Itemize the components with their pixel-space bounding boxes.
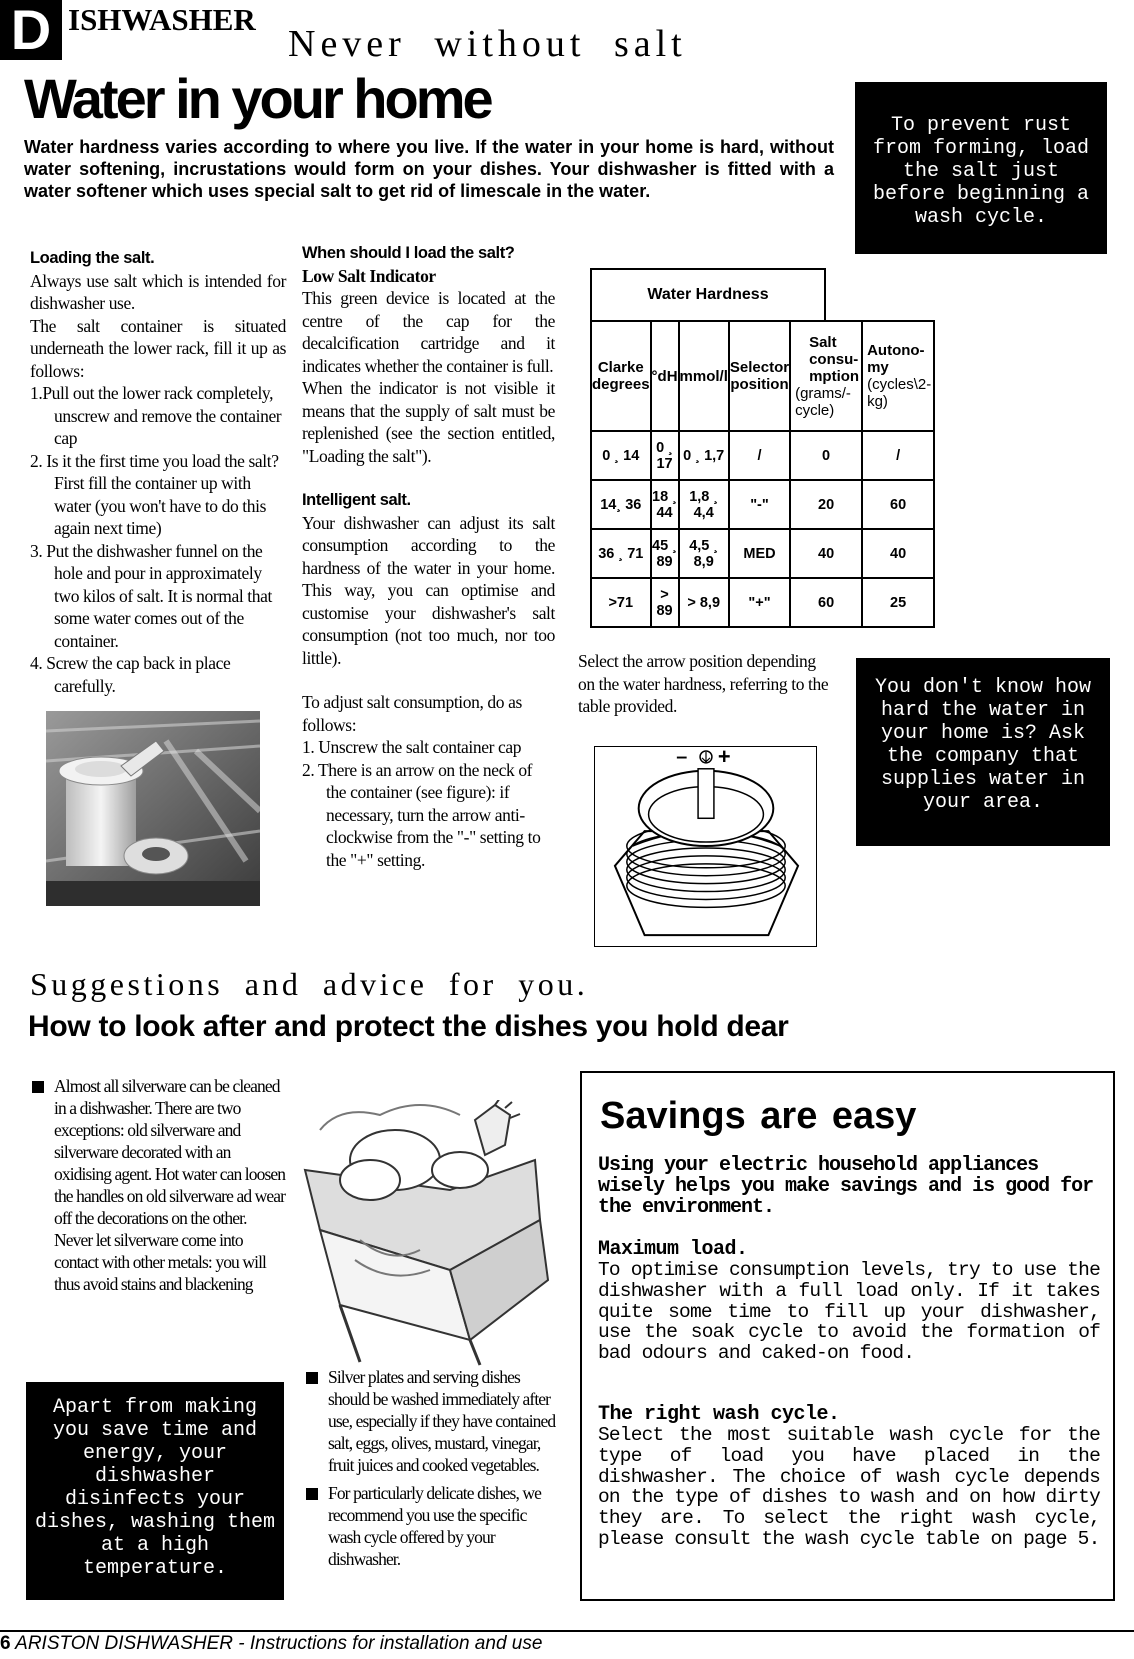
intelligent-salt-p2: To adjust salt consumption, do as follows: <box>302 692 522 735</box>
table-cell: 60 <box>790 578 862 627</box>
right-wash-cycle-heading: The right wash cycle. <box>598 1403 840 1426</box>
callout-prevent-rust: To prevent rust from forming, load the salt just before beginning a wash cycle. <box>855 82 1107 254</box>
savings-lead: Using your electric household appliances wisely helps you make savings and is good for the environment. <box>598 1154 1094 1219</box>
salt-cap-figure <box>594 746 817 947</box>
table-row <box>591 578 934 627</box>
header-label: °dH <box>651 367 678 385</box>
section-title-2: How to look after and protect the dishes you hold dear <box>28 1010 789 1043</box>
table-cell: "+" <box>729 578 790 627</box>
low-salt-p1: This green device is located at the centre of the cap for the decalcification cartridge and it indicates whether the container is full. <box>302 288 555 376</box>
page-title: Water in your home <box>24 67 491 130</box>
logo-word: ISHWASHER <box>68 2 256 37</box>
callout-disinfects: Apart from making you save time and energy, your dishwasher disinfects your dishes, washing them at a high temperature. <box>26 1382 284 1600</box>
table-cell: 0 ¸ 17 <box>651 431 679 480</box>
table-cell: / <box>862 431 934 480</box>
table-cell: > 8,9 <box>679 578 729 627</box>
header-cell <box>729 321 790 431</box>
table-cell: 20 <box>790 480 862 529</box>
table-cell: 18 ¸ 44 <box>651 480 679 529</box>
table-cell: 36 ¸ 71 <box>591 529 651 578</box>
section-kicker: Never without salt <box>288 23 687 65</box>
table-cell: / <box>729 431 790 480</box>
selector-caption: Select the arrow position depending on the water hardness, referring to the table provided. <box>578 651 829 716</box>
list-item: 3. Put the dishwasher funnel on the hole and pour in approximately two kilos of salt. It is normal that some water comes out of the container. <box>30 540 272 651</box>
table-cell: 1,8 ¸ 4,4 <box>679 480 729 529</box>
table-cell: 25 <box>862 578 934 627</box>
header-cell <box>651 321 679 431</box>
header-cell <box>591 321 651 431</box>
header-label: Selector position <box>729 359 790 393</box>
list-item: 1.Pull out the lower rack completely, unscrew and remove the container cap <box>30 383 282 448</box>
header-label: Salt consu-mption <box>809 333 860 385</box>
intro-paragraph: Water hardness varies according to where you live. If the water in your home is hard, without water softening, incrustations would form on your dishes. Your dishwasher is fitted with a water softener which uses special salt to get rid of limescale in the water. <box>24 137 834 201</box>
table-header-row <box>591 321 934 431</box>
table-cell: > 89 <box>651 578 679 627</box>
loading-salt-steps <box>30 382 286 697</box>
header-sub: (cycles\2-kg) <box>867 376 932 410</box>
salt-container-photo <box>46 711 260 906</box>
plus-sign: + <box>717 746 731 769</box>
header-label: mmol/l <box>679 367 728 385</box>
loading-salt-p1: Always use salt which is intended for dishwasher use. <box>30 270 286 313</box>
list-item: Silver plates and serving dishes should be washed immediately after use, especially if they have contained salt, eggs, olives, mustard, vinegar, fruit juices and cooked vegetables. <box>302 1366 556 1476</box>
table-cell: 0 ¸ 1,7 <box>679 431 729 480</box>
loading-salt-column <box>30 247 286 697</box>
silverware-advice <box>28 1075 288 1295</box>
section-kicker-2: Suggestions and advice for you. <box>30 966 589 1002</box>
table-cell: >71 <box>591 578 651 627</box>
table-row <box>591 529 934 578</box>
footer-divider <box>0 1630 1134 1632</box>
logo-letter-box: D <box>0 0 62 60</box>
table-cell: MED <box>729 529 790 578</box>
table-row <box>591 431 934 480</box>
list-item: 2. Is it the first time you load the salt? First fill the container up with water (you won't have to do this again next time) <box>30 450 279 538</box>
table-cell: 4,5 ¸ 8,9 <box>679 529 729 578</box>
right-wash-cycle-text: Select the most suitable wash cycle for the type of load you have placed in the dishwasher. The choice of wash cycle depends on the type of dishes to wash and on how dirty they are. To select the right wash cycle, please consult the wash cycle table on page 5. <box>598 1424 1100 1550</box>
list-item: For particularly delicate dishes, we recommend you use the specific wash cycle offered by your dishwasher. <box>302 1482 556 1570</box>
header-cell <box>790 321 862 431</box>
silverware-p2: Never let silverware come into contact with other metals: you will thus avoid stains and blackening <box>54 1230 266 1294</box>
savings-title: Savings are easy <box>600 1095 917 1137</box>
when-load-column <box>302 242 555 871</box>
water-hardness-table <box>590 320 935 628</box>
table-cell: 60 <box>862 480 934 529</box>
header-cell <box>679 321 729 431</box>
table-cell: 40 <box>790 529 862 578</box>
table-cell: 14¸ 36 <box>591 480 651 529</box>
footer <box>0 1633 542 1655</box>
table-cell: 45 ¸ 89 <box>651 529 679 578</box>
maximum-load-text: To optimise consumption levels, try to use the dishwasher with a full load only. If it takes quite some time to fill up your dishwasher, use the soak cycle to avoid the formation of bad odours and caked-on food. <box>598 1259 1100 1365</box>
header-cell <box>862 321 934 431</box>
callout-water-hardness: You don't know how hard the water in your home is? Ask the company that supplies water in your area. <box>856 658 1110 846</box>
maximum-load-heading: Maximum load. <box>598 1238 748 1261</box>
adjust-steps <box>302 736 555 871</box>
list-item: 1. Unscrew the salt container cap <box>302 737 522 757</box>
intelligent-salt-p1: Your dishwasher can adjust its salt consumption according to the hardness of the water in your home. This way, you can optimise and customise your dishwasher's salt consumption (not too much, nor too little). <box>302 512 555 668</box>
header-label: Clarke degrees <box>592 359 650 393</box>
page-number: 6 <box>0 1633 11 1654</box>
savings-box <box>580 1071 1115 1601</box>
loading-salt-p2: The salt container is situated underneath the lower rack, fill it up as follows: <box>30 315 286 381</box>
loading-salt-heading: Loading the salt. <box>30 249 155 267</box>
minus-sign: – <box>676 746 688 768</box>
silverware-p1: Almost all silverware can be cleaned in a dishwasher. There are two exceptions: old silverware and silverware decorated with an oxidising agent. Hot water can loosen the handles on old silverware ad wear off the decorations on the other. <box>54 1076 286 1228</box>
water-hardness-title: Water Hardness <box>590 268 826 322</box>
header-sub: (grams/-cycle) <box>795 384 851 419</box>
table-cell: 0 ¸ 14 <box>591 431 651 480</box>
intelligent-salt-heading: Intelligent salt. <box>302 491 411 509</box>
dishwasher-illustration <box>300 1100 552 1370</box>
low-salt-indicator-heading: Low Salt Indicator <box>302 265 436 286</box>
when-load-heading: When should I load the salt? <box>302 244 515 262</box>
header-label: Autono-my <box>867 342 925 376</box>
table-cell: "-" <box>729 480 790 529</box>
footer-text: ARISTON DISHWASHER - Instructions for installation and use <box>15 1633 543 1654</box>
table-cell: 0 <box>790 431 862 480</box>
low-salt-p2: When the indicator is not visible it means that the supply of salt must be replenished (see the section entitled, "Loading the salt"). <box>302 378 555 466</box>
list-item: 4. Screw the cap back in place carefully. <box>30 653 231 696</box>
dishes-advice <box>302 1366 556 1570</box>
table-row <box>591 480 934 529</box>
list-item: 2. There is an arrow on the neck of the container (see figure): if necessary, turn the arrow anti-clockwise from the "-" setting to the "+" setting. <box>302 759 541 870</box>
list-item <box>28 1075 288 1295</box>
table-cell: 40 <box>862 529 934 578</box>
